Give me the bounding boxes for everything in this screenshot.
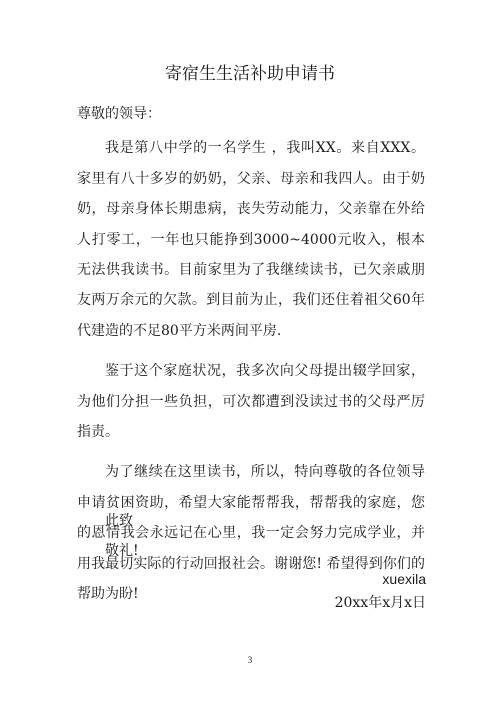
document-title: 寄宿生生活补助申请书 — [165, 64, 335, 84]
page-number: 3 — [247, 655, 253, 665]
closing-line-2: 敬礼! — [105, 543, 139, 559]
paragraph-1: 我是第八中学的一名学生 ，我叫XX。来自XXX。家里有八十多岁的奶奶，父亲、母亲和我四人。由于奶奶，母亲身体长期患病，丧失劳动能力，父亲靠在外给人打零工，一年也只能挣到3000~4000元收入，根本无法供我读书。目前家里为了我继续读书，已欠亲戚朋友两万余元的欠款。到目前为止，我们还住着祖父60年代建造的不足80平方米两间平房. — [77, 140, 425, 339]
signature-name: xuexila — [382, 571, 426, 587]
salutation: 尊敬的领导： — [77, 106, 161, 122]
signature-date: 20xx年x月x日 — [334, 595, 426, 611]
letter-body — [77, 99, 425, 610]
paragraph-3: 为了继续在这里读书，所以，特向尊敬的各位领导申请贫困资助，希望大家能帮帮我，帮帮我的家庭，您的恩情我会永远记在心里，我一定会努力完成学业，并用我最切实际的行动回报社会。谢谢您! 希望得到你们的帮助为盼! — [77, 464, 425, 603]
closing-line-1: 此致 — [105, 513, 133, 529]
paragraph-2: 鉴于这个家庭状况，我多次向父母提出辍学回家，为他们分担一些负担，可次都遭到没读过书的父母严厉指责。 — [77, 363, 425, 441]
